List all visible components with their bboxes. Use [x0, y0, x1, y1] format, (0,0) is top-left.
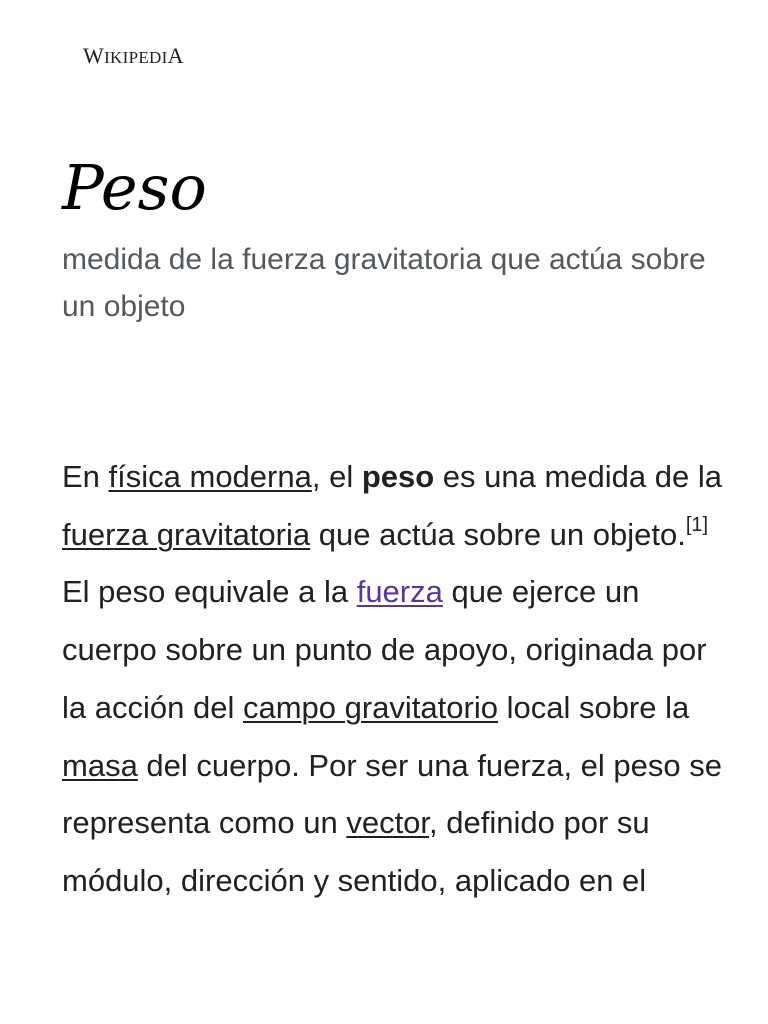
- bold-term-peso: peso: [361, 459, 435, 494]
- link-fuerza-gravitatoria[interactable]: fuerza gravitatoria: [62, 516, 311, 552]
- paragraph-text: , el: [311, 459, 362, 494]
- wikipedia-logo[interactable]: [83, 42, 184, 72]
- page-title: Peso: [62, 151, 207, 224]
- paragraph-text: , definido por su módulo, dirección y sentido, aplicado en el: [62, 805, 650, 898]
- logo-letter-w: W: [83, 43, 105, 68]
- article-paragraph: [62, 448, 722, 910]
- link-campo-gravitatorio[interactable]: campo gravitatorio: [242, 689, 498, 725]
- paragraph-text: del cuerpo. Por ser una fuerza, el peso se representa como un: [62, 747, 722, 841]
- paragraph-text: que actúa sobre un objeto.: [310, 516, 686, 552]
- reference-1-link[interactable]: [1]: [685, 513, 709, 536]
- link-masa[interactable]: masa: [62, 747, 138, 783]
- reference-1: [686, 514, 708, 536]
- link-vector[interactable]: vector: [346, 805, 430, 841]
- logo-letters-middle: IKIPEDI: [104, 48, 168, 67]
- paragraph-text: El peso equivale a la: [62, 574, 357, 610]
- link-fuerza[interactable]: fuerza: [356, 574, 443, 610]
- paragraph-text: es una medida de la: [434, 459, 722, 494]
- page-description: medida de la fuerza gravitatoria que actúa sobre un objeto: [62, 243, 706, 323]
- link-fisica-moderna[interactable]: física moderna: [108, 459, 312, 494]
- paragraph-text: que ejerce un cuerpo sobre un punto de apoyo, originada por la acción del: [62, 574, 707, 725]
- logo-letter-a: A: [167, 43, 184, 68]
- paragraph-text: local sobre la: [497, 689, 690, 725]
- paragraph-text: En: [62, 459, 109, 494]
